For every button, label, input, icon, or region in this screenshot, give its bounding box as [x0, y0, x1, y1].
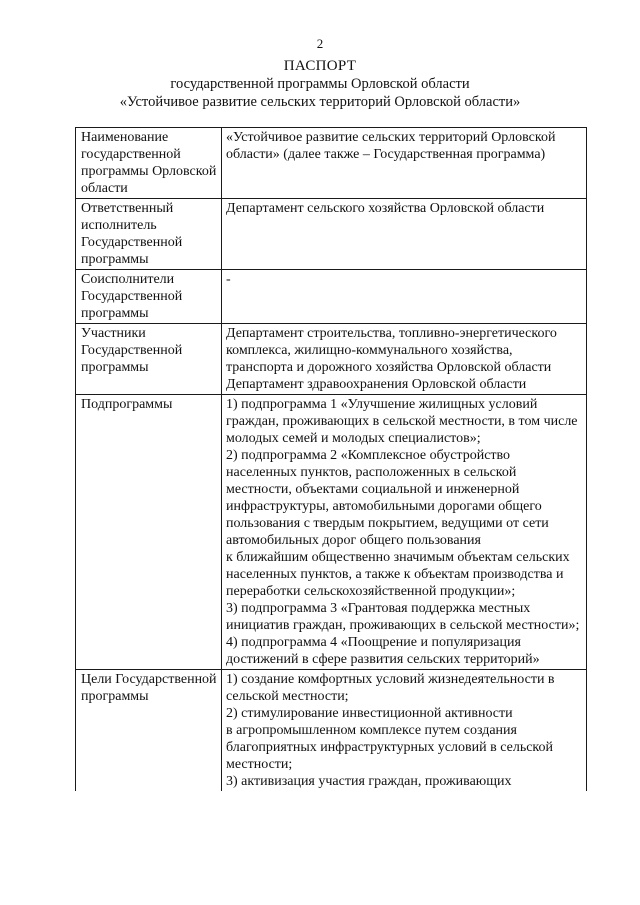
row-value-line: 1) подпрограмма 1 «Улучшение жилищных условий граждан, проживающих в сельской местности, в том числе молодых семей и молодых специалистов»;	[226, 397, 578, 446]
row-value-line: 1) создание комфортных условий жизнедеятельности в сельской местности;	[226, 672, 555, 704]
row-value	[222, 199, 587, 270]
row-value	[222, 670, 587, 792]
passport-table	[75, 127, 587, 791]
row-value	[222, 128, 587, 199]
table-row	[76, 324, 587, 395]
row-value-line: -	[226, 272, 231, 287]
row-value-line: 3) подпрограмма 3 «Грантовая поддержка местных инициатив граждан, проживающих в сельской местности»;	[226, 601, 580, 633]
document-subtitle: государственной программы Орловской области	[170, 76, 470, 92]
row-value-line: 2) подпрограмма 2 «Комплексное обустройство населенных пунктов, расположенных в сельской местности, объектами социальной и инженерной инфраструктуры, автомобильными дорогами общего пользования с твердым покрытием, ведущими от сети автомобильных дорог общего пользования	[226, 448, 549, 548]
row-value	[222, 395, 587, 670]
row-value-line: Департамент здравоохранения Орловской области	[226, 377, 527, 392]
row-value-line: Департамент сельского хозяйства Орловской области	[226, 201, 545, 216]
table-row	[76, 670, 587, 792]
row-value-line: 3) активизация участия граждан, проживающих	[226, 774, 512, 789]
row-value-line: к ближайшим общественно значимым объектам сельских населенных пунктов, а также к объектам производства и переработки сельскохозяйственной продукции»;	[226, 550, 570, 599]
row-label: Соисполнители Государственной программы	[76, 270, 222, 324]
row-value-line: в агропромышленном комплексе путем создания благоприятных инфраструктурных условий в сельской местности;	[226, 723, 554, 772]
row-value	[222, 270, 587, 324]
passport-table-body	[76, 128, 587, 792]
row-label: Наименование государственной программы Орловской области	[76, 128, 222, 199]
table-row	[76, 128, 587, 199]
row-label: Подпрограммы	[76, 395, 222, 670]
row-value-line: «Устойчивое развитие сельских территорий Орловской области» (далее также – Государственная программа)	[226, 130, 556, 162]
row-label: Ответственный исполнитель Государственной программы	[76, 199, 222, 270]
row-value-line: 4) подпрограмма 4 «Поощрение и популяризация достижений в сфере развития сельских территорий»	[226, 635, 540, 667]
row-label: Участники Государственной программы	[76, 324, 222, 395]
row-value-line: 2) стимулирование инвестиционной активности	[226, 706, 513, 721]
table-row	[76, 199, 587, 270]
table-row	[76, 270, 587, 324]
row-value-line: Департамент строительства, топливно-энергетического комплекса, жилищно-коммунального хозяйства, транспорта и дорожного хозяйства Орловской области	[226, 326, 557, 375]
program-name: «Устойчивое развитие сельских территорий Орловской области»	[119, 94, 521, 110]
document-header	[0, 57, 640, 111]
page-number: 2	[316, 36, 324, 51]
row-value	[222, 324, 587, 395]
row-label: Цели Государственной программы	[76, 670, 222, 792]
document-title: ПАСПОРТ	[283, 58, 357, 74]
table-row	[76, 395, 587, 670]
